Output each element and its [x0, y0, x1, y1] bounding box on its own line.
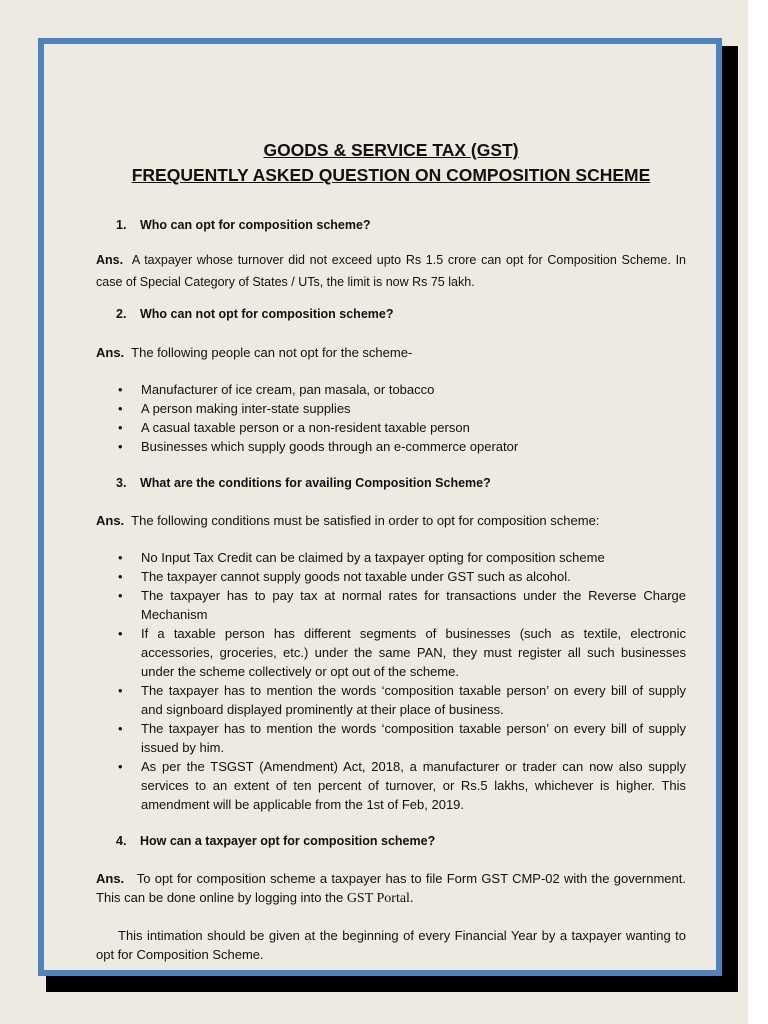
answer-2-list — [96, 380, 686, 456]
answer-3-label: Ans. — [96, 513, 125, 528]
question-4-text: How can a taxpayer opt for composition scheme? — [140, 834, 436, 848]
answer-1-text: A taxpayer whose turnover did not exceed upto Rs 1.5 crore can opt for Composition Scheme. In case of Special Category of States / UTs, the limit is now Rs 75 lakh. — [96, 253, 686, 289]
list-item: • A casual taxable person or a non-resident taxable person — [118, 420, 470, 435]
answer-4-text: To opt for composition scheme a taxpayer has to file Form GST CMP-02 with the government. This can be done online by logging into the — [96, 871, 686, 905]
question-3 — [96, 474, 686, 493]
list-item: • The taxpayer has to pay tax at normal rates for transactions under the Reverse Charge Mechanism — [118, 588, 686, 622]
question-4 — [96, 832, 686, 851]
question-2-number: 2. — [116, 307, 127, 321]
question-2-text: Who can not opt for composition scheme? — [140, 307, 394, 321]
answer-2 — [96, 343, 686, 362]
answer-2-text: The following people can not opt for the scheme- — [131, 345, 413, 360]
question-3-text: What are the conditions for availing Composition Scheme? — [140, 476, 491, 490]
answer-3-list — [96, 548, 686, 814]
question-1 — [96, 216, 686, 235]
gst-portal-text: GST Portal. — [346, 891, 414, 906]
answer-3 — [96, 511, 686, 530]
list-item: • If a taxable person has different segments of businesses (such as textile, electronic accessories, groceries, etc.) under the same PAN, they must register all such businesses under the scheme collectively or opt out of the scheme. — [118, 626, 686, 679]
question-1-text: Who can opt for composition scheme? — [140, 218, 371, 232]
question-2 — [96, 305, 686, 324]
list-item: • No Input Tax Credit can be claimed by a taxpayer opting for composition scheme — [118, 550, 605, 565]
question-1-number: 1. — [116, 218, 127, 232]
document-frame — [38, 38, 722, 976]
list-item: • As per the TSGST (Amendment) Act, 2018, a manufacturer or trader can now also supply services to an extent of ten percent of turnover, or Rs.5 lakhs, whichever is higher. This amendment will be applicable from the 1st of Feb, 2019. — [118, 759, 686, 812]
answer-4-label: Ans. — [96, 871, 125, 886]
list-item: • The taxpayer cannot supply goods not taxable under GST such as alcohol. — [118, 569, 571, 584]
list-item: • Manufacturer of ice cream, pan masala, or tobacco — [118, 382, 435, 397]
list-item: • The taxpayer has to mention the words ‘composition taxable person’ on every bill of supply issued by him. — [118, 721, 686, 755]
answer-4 — [96, 869, 686, 908]
document-content — [96, 98, 686, 964]
answer-3-text: The following conditions must be satisfied in order to opt for composition scheme: — [131, 513, 600, 528]
question-3-number: 3. — [116, 476, 127, 490]
intimation-note: This intimation should be given at the beginning of every Financial Year by a taxpayer wanting to opt for Composition Scheme. — [96, 928, 686, 962]
title-line-1: GOODS & SERVICE TAX (GST) — [263, 140, 519, 160]
list-item: • The taxpayer has to mention the words ‘composition taxable person’ on every bill of supply and signboard displayed prominently at their place of business. — [118, 683, 686, 717]
answer-1-label: Ans. — [96, 253, 124, 267]
title-line-2: FREQUENTLY ASKED QUESTION ON COMPOSITION SCHEME — [131, 165, 651, 185]
list-item: • Businesses which supply goods through an e-commerce operator — [118, 439, 519, 454]
list-item: • A person making inter-state supplies — [118, 401, 351, 416]
answer-2-label: Ans. — [96, 345, 125, 360]
question-4-number: 4. — [116, 834, 127, 848]
answer-1 — [96, 249, 686, 293]
